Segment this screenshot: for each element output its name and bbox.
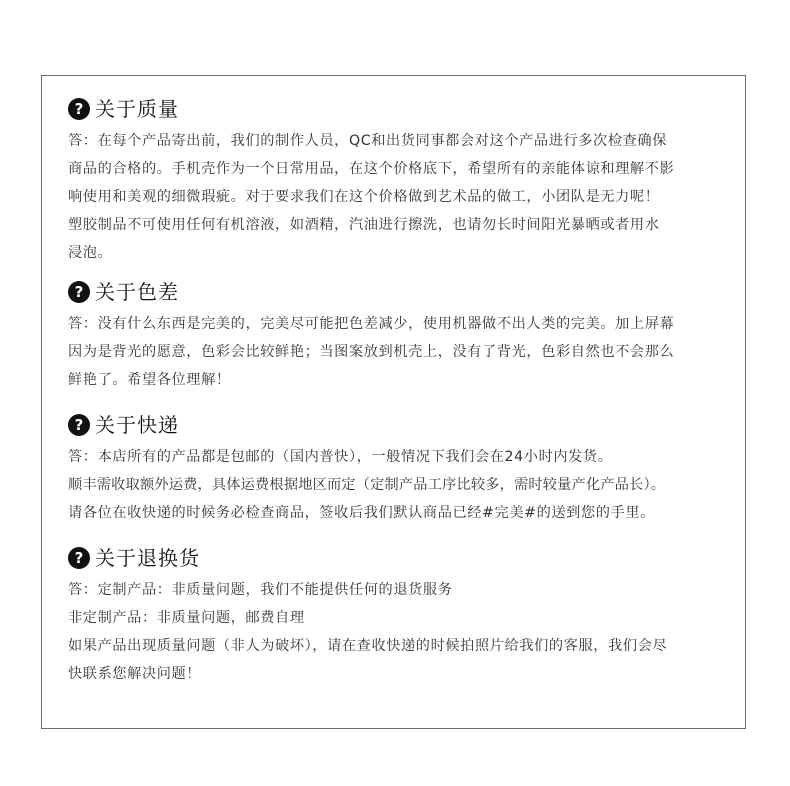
section-title: 关于快递 [95, 413, 179, 437]
paragraph-line: 鲜艳了。希望各位理解！ [68, 372, 231, 388]
faq-panel [41, 75, 746, 729]
section-body [68, 310, 738, 394]
section-heading [68, 545, 738, 571]
paragraph-line: 顺丰需收取额外运费，具体运费根据地区而定（定制产品工序比较多，需时较量产化产品长）。 [68, 477, 666, 493]
paragraph-line: 响使用和美观的细微瑕疵。对于要求我们在这个价格做到艺术品的做工，小团队是无力呢！ [68, 189, 660, 205]
section-heading [68, 279, 738, 305]
question-circle-icon: ? [68, 281, 90, 303]
paragraph-line: 因为是背光的愿意，色彩会比较鲜艳；当图案放到机壳上，没有了背光，色彩自然也不会那么 [68, 344, 675, 360]
question-circle-icon: ? [68, 414, 90, 436]
faq-section-returns [68, 545, 738, 688]
section-title: 关于色差 [95, 280, 179, 304]
paragraph-line: 快联系您解决问题！ [68, 666, 202, 682]
section-heading [68, 412, 738, 438]
section-title: 关于退换货 [95, 546, 200, 570]
paragraph-line: 如果产品出现质量问题（非人为破坏），请在查收快递的时候拍照片给我们的客服，我们会尽 [68, 638, 668, 654]
question-circle-icon: ? [68, 547, 90, 569]
section-body [68, 443, 738, 527]
paragraph-line: 答：本店所有的产品都是包邮的（国内普快），一般情况下我们会在24小时内发货。 [68, 449, 613, 465]
section-body [68, 127, 738, 267]
paragraph-line: 塑胶制品不可使用任何有机溶液，如酒精，汽油进行擦洗，也请勿长时间阳光暴晒或者用水 [68, 217, 660, 233]
paragraph-line: 答：定制产品：非质量问题，我们不能提供任何的退货服务 [68, 582, 453, 598]
faq-section-quality [68, 96, 738, 267]
faq-section-color [68, 279, 738, 394]
paragraph-line: 商品的合格的。手机壳作为一个日常用品，在这个价格底下，希望所有的亲能体谅和理解不影 [68, 161, 675, 177]
paragraph-line: 请各位在收快递的时候务必检查商品，签收后我们默认商品已经#完美#的送到您的手里。 [68, 505, 655, 521]
question-circle-icon: ? [68, 98, 90, 120]
section-heading [68, 96, 738, 122]
paragraph-line: 非定制产品：非质量问题，邮费自理 [68, 610, 305, 626]
paragraph-line: 答：在每个产品寄出前，我们的制作人员，QC和出货同事都会对这个产品进行多次检查确保 [68, 133, 667, 149]
section-title: 关于质量 [95, 97, 179, 121]
paragraph-line: 答：没有什么东西是完美的，完美尽可能把色差减少，使用机器做不出人类的完美。加上屏幕 [68, 316, 675, 332]
faq-section-delivery [68, 412, 738, 527]
paragraph-line: 浸泡。 [68, 245, 113, 261]
section-body [68, 576, 738, 688]
